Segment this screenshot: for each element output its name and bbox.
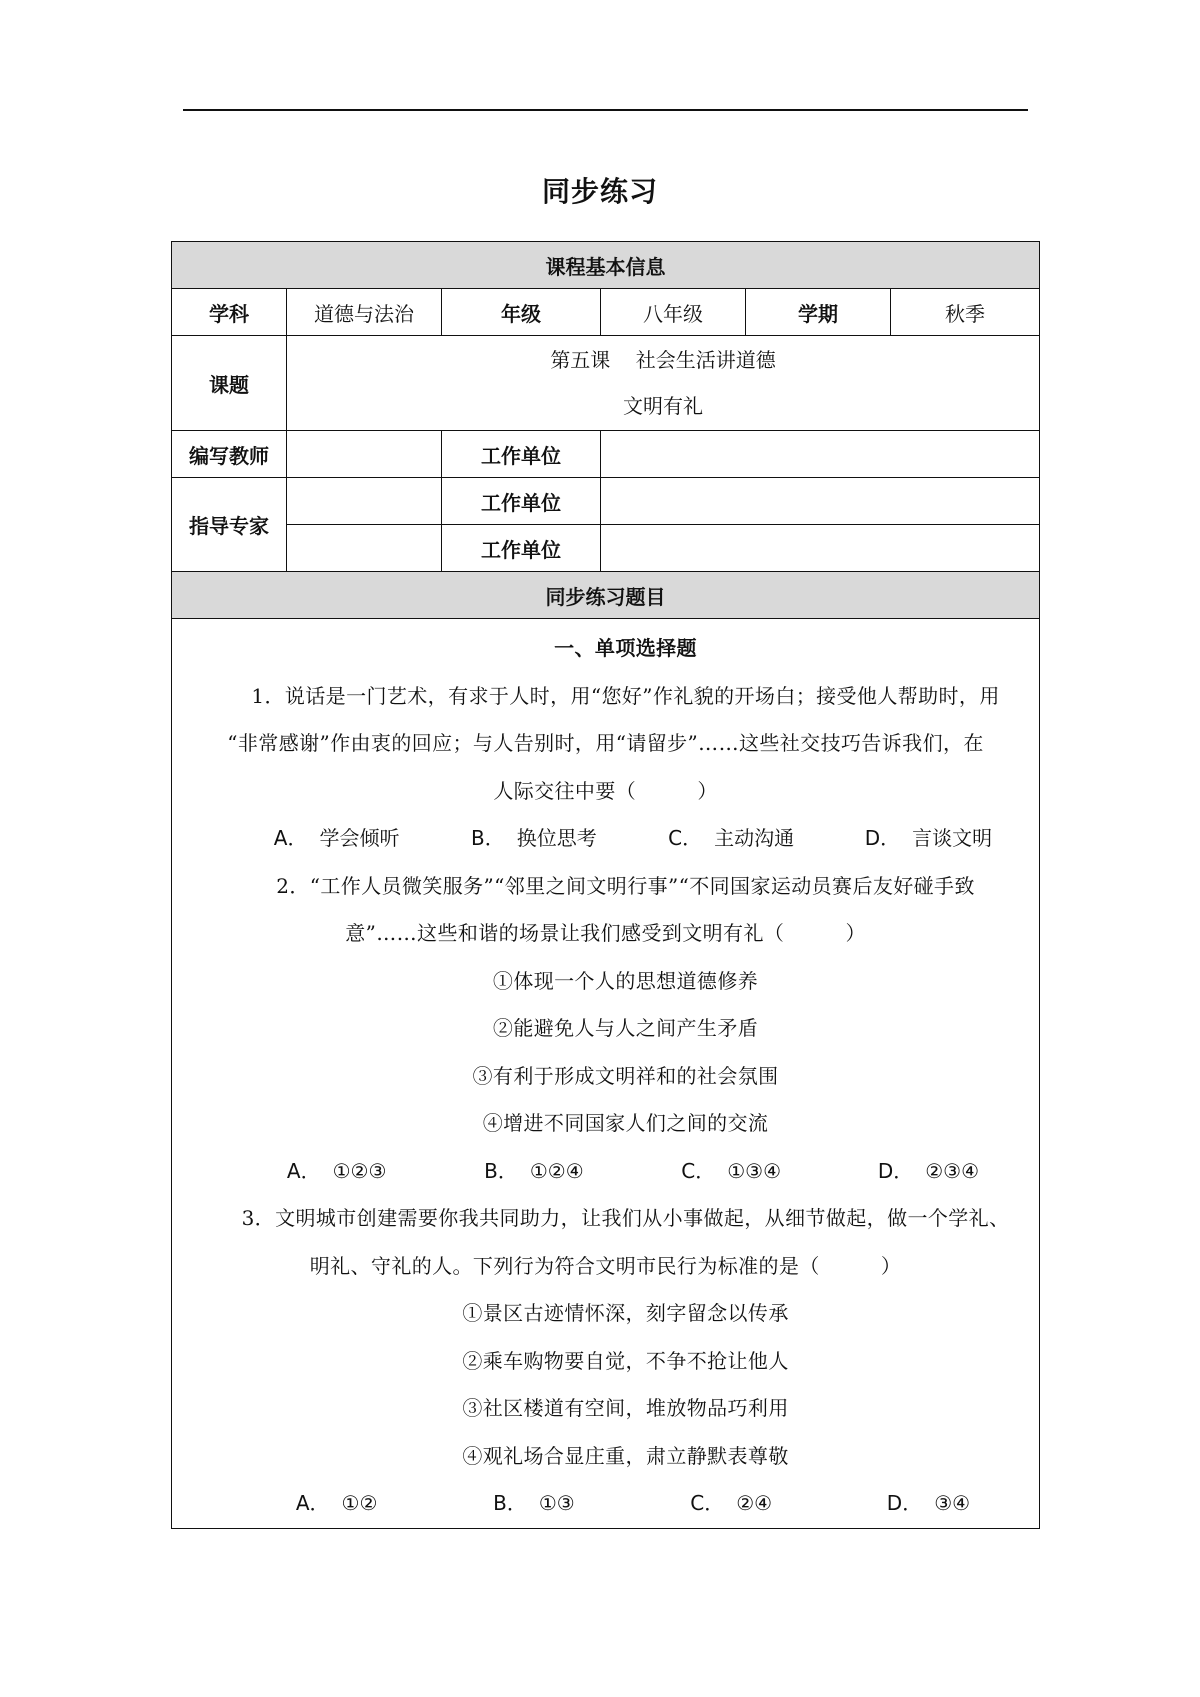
expert-value-2 [287, 525, 442, 572]
question-2 [184, 863, 1027, 1196]
question-text-line: 2．“工作人员微笑服务”“邻里之间文明行事”“不同国家运动员赛后友好碰手致 [276, 873, 975, 898]
option-letter: B． [493, 1491, 527, 1515]
expert-unit-value-1 [601, 478, 1040, 525]
work-unit-label: 工作单位 [442, 431, 601, 478]
option-d [830, 1480, 1027, 1528]
page-title: 同步练习 [541, 175, 658, 208]
statement-item: ④增进不同国家人们之间的交流 [482, 1111, 769, 1135]
question-text-line: 3．文明城市创建需要你我共同助力，让我们从小事做起，从细节做起，做一个学礼、 [241, 1206, 1010, 1230]
expert-unit-label-1: 工作单位 [442, 478, 601, 525]
option-text: ②④ [736, 1491, 773, 1515]
option-text: ①②③ [332, 1158, 387, 1183]
term-value: 秋季 [891, 289, 1040, 336]
subject-value: 道德与法治 [287, 289, 442, 336]
work-unit-value [601, 431, 1040, 478]
course-table [171, 241, 1040, 1529]
teacher-value [287, 431, 442, 478]
exercises-body [172, 619, 1040, 1529]
question-text-line: 意”……这些和谐的场景让我们感受到文明有礼（ ） [345, 921, 866, 945]
term-label: 学期 [746, 289, 891, 336]
option-letter: B． [484, 1158, 518, 1183]
option-letter: B． [471, 826, 505, 850]
option-letter: C． [681, 1158, 716, 1183]
option-letter: D． [886, 1491, 923, 1515]
option-text: ②③④ [925, 1158, 980, 1183]
question-1 [184, 673, 1027, 863]
statement-item: ③社区楼道有空间，堆放物品巧利用 [462, 1396, 789, 1420]
option-text: ①②④ [529, 1158, 584, 1183]
option-text: 言谈文明 [912, 826, 993, 850]
topic-label: 课题 [172, 336, 287, 431]
option-d [830, 1148, 1027, 1196]
option-letter: C． [690, 1491, 725, 1515]
option-text: 换位思考 [516, 826, 597, 850]
option-letter: A． [273, 826, 308, 850]
option-letter: A． [295, 1491, 330, 1515]
exercises-header-row [172, 572, 1040, 619]
basic-info-header-row [172, 242, 1040, 289]
expert-row-2 [172, 525, 1040, 572]
exercises-row [172, 619, 1040, 1529]
expert-label: 指导专家 [172, 478, 287, 572]
grade-label: 年级 [442, 289, 601, 336]
option-letter: A． [286, 1158, 321, 1183]
question-text-line: 人际交往中要（ ） [493, 778, 718, 803]
answer-options [184, 815, 1027, 863]
topic-title: 文明有礼 [623, 394, 704, 418]
statement-item: ③有利于形成文明祥和的社会氛围 [472, 1063, 779, 1088]
option-b [435, 815, 632, 863]
grade-value: 八年级 [601, 289, 746, 336]
topic-value [287, 336, 1040, 431]
teacher-row [172, 431, 1040, 478]
statement-item: ④观礼场合显庄重，肃立静默表尊敬 [462, 1443, 789, 1468]
option-a [238, 1480, 435, 1528]
option-text: ①② [341, 1491, 378, 1515]
option-letter: C． [668, 826, 703, 850]
option-a [238, 815, 435, 863]
option-text: ①③ [538, 1491, 575, 1515]
option-text: ①③④ [727, 1158, 782, 1183]
option-text: ③④ [934, 1491, 971, 1515]
statement-item: ②能避免人与人之间产生矛盾 [492, 1016, 759, 1040]
option-letter: D． [864, 826, 901, 850]
option-c [633, 1148, 830, 1196]
option-text: 主动沟通 [714, 826, 795, 850]
basic-info-header: 课程基本信息 [172, 242, 1040, 289]
expert-value-1 [287, 478, 442, 525]
subject-row [172, 289, 1040, 336]
question-3 [184, 1195, 1027, 1528]
option-c [633, 815, 830, 863]
option-letter: D． [877, 1158, 914, 1183]
option-c [633, 1480, 830, 1528]
question-text-line: 1．说话是一门艺术，有求于人时，用“您好”作礼貌的开场白；接受他人帮助时，用 [251, 683, 1000, 708]
option-a [238, 1148, 435, 1196]
option-text: 学会倾听 [319, 826, 400, 850]
question-text-line: “非常感谢”作由衷的回应；与人告别时，用“请留步”……这些社交技巧告诉我们，在 [227, 731, 984, 755]
statement-item: ②乘车购物要自觉，不争不抢让他人 [462, 1348, 789, 1373]
section-title: 一、单项选择题 [554, 636, 697, 660]
statement-item: ①体现一个人的思想道德修养 [492, 968, 759, 993]
expert-row-1 [172, 478, 1040, 525]
header-rule [183, 109, 1028, 111]
teacher-label: 编写教师 [172, 431, 287, 478]
topic-lesson: 第五课 社会生活讲道德 [550, 348, 776, 372]
option-b [435, 1148, 632, 1196]
subject-label: 学科 [172, 289, 287, 336]
expert-unit-label-2: 工作单位 [442, 525, 601, 572]
answer-options [184, 1480, 1027, 1528]
option-d [830, 815, 1027, 863]
topic-row [172, 336, 1040, 431]
expert-unit-value-2 [601, 525, 1040, 572]
exercises-header: 同步练习题目 [172, 572, 1040, 619]
statement-item: ①景区古迹情怀深，刻字留念以传承 [462, 1301, 789, 1325]
answer-options [184, 1148, 1027, 1196]
question-text-line: 明礼、守礼的人。下列行为符合文明市民行为标准的是（ ） [309, 1253, 902, 1278]
option-b [435, 1480, 632, 1528]
